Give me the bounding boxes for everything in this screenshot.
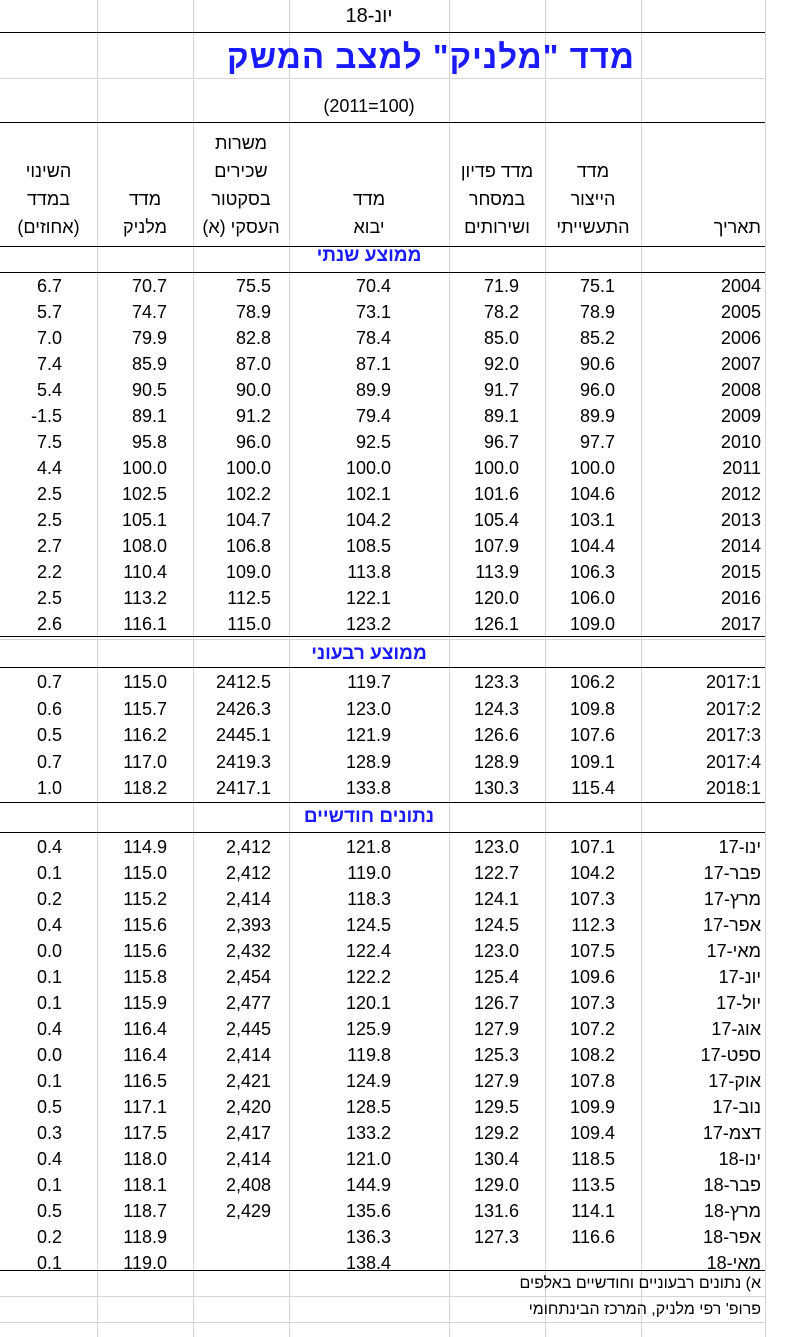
separator-line — [0, 832, 765, 833]
annual-melnick-cell: 74.7 — [131, 302, 167, 322]
separator-line — [0, 272, 765, 273]
annual-retail-cell: 96.7 — [483, 432, 519, 452]
monthly-date-cell: ספט-17 — [700, 1045, 761, 1065]
annual-change-cell: 7.5 — [36, 432, 62, 452]
annual-melnick-cell: 89.1 — [131, 406, 167, 426]
annual-industrial-cell: 106.3 — [569, 562, 615, 582]
annual-date-cell: 2004 — [720, 276, 761, 296]
monthly-melnick-cell: 116.4 — [123, 1045, 167, 1065]
monthly-change-cell: 0.4 — [36, 837, 62, 857]
monthly-change-cell: 0.0 — [36, 941, 62, 961]
monthly-imports-cell: 119.0 — [347, 863, 391, 883]
annual-melnick-cell: 95.8 — [131, 432, 167, 452]
annual-retail-cell: 100.0 — [473, 458, 519, 478]
monthly-retail-cell: 127.9 — [473, 1071, 519, 1091]
header-imports-line: מדד — [352, 189, 386, 209]
quarterly-date-cell: 2017:1 — [705, 672, 761, 692]
annual-industrial-cell: 106.0 — [569, 588, 615, 608]
quarterly-date-cell: 2017:3 — [705, 725, 761, 745]
quarterly-date-cell: 2018:1 — [705, 778, 761, 798]
monthly-date-cell: אוג-17 — [711, 1019, 761, 1039]
monthly-change-cell: 0.1 — [36, 967, 62, 987]
annual-imports-cell: 92.5 — [355, 432, 391, 452]
annual-imports-cell: 123.2 — [345, 614, 391, 634]
header-employment-line: משרות — [214, 133, 268, 153]
grid-hline — [0, 1296, 765, 1297]
monthly-employment-cell: 2,408 — [225, 1175, 271, 1195]
quarterly-imports-cell: 133.8 — [345, 778, 391, 798]
annual-change-cell: 2.5 — [36, 484, 62, 504]
monthly-industrial-cell: 109.6 — [569, 967, 615, 987]
separator-line — [0, 667, 765, 668]
separator-line — [0, 802, 765, 803]
annual-imports-cell: 78.4 — [355, 328, 391, 348]
monthly-melnick-cell: 115.8 — [123, 967, 167, 987]
quarterly-date-cell: 2017:2 — [705, 698, 761, 719]
monthly-employment-cell: 2,429 — [225, 1201, 271, 1221]
header-melnick-line: מדד — [128, 189, 162, 209]
separator-line — [0, 636, 765, 637]
annual-retail-cell: 91.7 — [483, 380, 519, 400]
monthly-employment-cell: 2,417 — [225, 1123, 271, 1143]
monthly-industrial-cell: 107.8 — [569, 1071, 615, 1091]
monthly-change-cell: 0.2 — [36, 889, 62, 909]
quarterly-employment-cell: 2412.5 — [215, 672, 271, 692]
annual-date-cell: 2013 — [720, 510, 761, 530]
monthly-retail-cell: 125.4 — [473, 967, 519, 987]
monthly-melnick-cell: 116.5 — [123, 1071, 167, 1091]
annual-retail-cell: 101.6 — [473, 484, 519, 504]
header-change-line: (אחוזים) — [17, 217, 80, 237]
monthly-change-cell: 0.1 — [36, 1071, 62, 1091]
annual-change-cell: 5.4 — [36, 380, 62, 400]
annual-imports-cell: 104.2 — [345, 510, 391, 530]
quarterly-change-cell: 0.5 — [36, 725, 62, 745]
annual-change-cell: 5.7 — [36, 302, 62, 322]
monthly-industrial-cell: 109.9 — [569, 1097, 615, 1117]
monthly-industrial-cell: 107.3 — [569, 993, 615, 1013]
annual-employment-cell: 82.8 — [235, 328, 271, 348]
monthly-industrial-cell: 107.5 — [569, 941, 615, 961]
monthly-melnick-cell: 115.9 — [123, 993, 167, 1013]
monthly-imports-cell: 138.4 — [345, 1253, 391, 1273]
annual-retail-cell: 120.0 — [473, 588, 519, 608]
monthly-industrial-cell: 108.2 — [569, 1045, 615, 1065]
monthly-retail-cell: 126.7 — [473, 993, 519, 1013]
annual-employment-cell: 100.0 — [225, 458, 271, 478]
annual-imports-cell: 70.4 — [355, 276, 391, 296]
quarterly-date-cell: 2017:4 — [705, 751, 761, 772]
monthly-change-cell: 0.5 — [36, 1201, 62, 1221]
header-industrial-line: מדד — [576, 161, 610, 181]
monthly-melnick-cell: 119.0 — [123, 1253, 167, 1273]
monthly-change-cell: 0.1 — [36, 863, 62, 883]
quarterly-employment-cell: 2419.3 — [215, 751, 271, 772]
annual-melnick-cell: 113.2 — [123, 588, 167, 608]
page-title: מדד "מלניק" למצב המשק — [227, 38, 635, 75]
monthly-retail-cell: 125.3 — [473, 1045, 519, 1065]
quarterly-industrial-cell: 107.6 — [569, 725, 615, 745]
header-change-line: השינוי — [25, 161, 72, 181]
annual-industrial-cell: 96.0 — [579, 380, 615, 400]
monthly-employment-cell: 2,393 — [225, 915, 271, 935]
monthly-imports-cell: 121.0 — [345, 1149, 391, 1169]
annual-change-cell: 6.7 — [36, 276, 62, 296]
monthly-industrial-cell: 107.1 — [569, 837, 615, 857]
monthly-melnick-cell: 115.6 — [123, 941, 167, 961]
annual-date-cell: 2009 — [720, 406, 761, 426]
monthly-retail-cell: 127.3 — [473, 1227, 519, 1247]
monthly-retail-cell: 129.0 — [473, 1175, 519, 1195]
quarterly-employment-cell: 2417.1 — [215, 778, 271, 798]
monthly-date-cell: פבר-17 — [703, 863, 761, 883]
annual-imports-cell: 73.1 — [355, 302, 391, 322]
annual-employment-cell: 112.5 — [227, 588, 271, 608]
monthly-change-cell: 0.1 — [36, 993, 62, 1013]
annual-change-cell: -1.5 — [30, 406, 62, 426]
annual-industrial-cell: 97.7 — [579, 432, 615, 452]
separator-line — [0, 122, 765, 123]
annual-date-cell: 2005 — [720, 302, 761, 322]
annual-melnick-cell: 102.5 — [121, 484, 167, 504]
monthly-industrial-cell: 107.3 — [569, 889, 615, 909]
monthly-retail-cell: 123.0 — [473, 941, 519, 961]
monthly-melnick-cell: 117.1 — [123, 1097, 167, 1117]
monthly-date-cell: נוב-17 — [712, 1097, 761, 1117]
annual-melnick-cell: 108.0 — [121, 536, 167, 556]
annual-industrial-cell: 104.6 — [569, 484, 615, 504]
header-retail-line: מדד פדיון — [460, 161, 534, 181]
quarterly-retail-cell: 123.3 — [473, 672, 519, 692]
quarterly-retail-cell: 130.3 — [473, 778, 519, 798]
monthly-date-cell: יול-17 — [716, 993, 761, 1013]
monthly-date-cell: מרץ-17 — [703, 889, 761, 909]
monthly-imports-cell: 124.5 — [345, 915, 391, 935]
monthly-change-cell: 0.5 — [36, 1097, 62, 1117]
monthly-melnick-cell: 118.7 — [123, 1201, 167, 1221]
annual-employment-cell: 96.0 — [235, 432, 271, 452]
monthly-date-cell: פבר-18 — [703, 1175, 761, 1195]
header-employment-line: שכירים — [214, 161, 268, 181]
annual-date-cell: 2011 — [722, 458, 761, 478]
annual-date-cell: 2007 — [720, 354, 761, 374]
monthly-change-cell: 0.4 — [36, 1149, 62, 1169]
monthly-imports-cell: 135.6 — [345, 1201, 391, 1221]
annual-imports-cell: 122.1 — [345, 588, 391, 608]
monthly-melnick-cell: 115.6 — [123, 915, 167, 935]
monthly-change-cell: 0.4 — [36, 915, 62, 935]
quarterly-retail-cell: 126.6 — [473, 725, 519, 745]
quarterly-change-cell: 0.7 — [36, 751, 62, 772]
annual-melnick-cell: 90.5 — [131, 380, 167, 400]
annual-change-cell: 2.6 — [36, 614, 62, 634]
section-monthly: נתונים חודשיים — [303, 806, 435, 827]
annual-melnick-cell: 110.4 — [123, 562, 167, 582]
grid-hline — [0, 78, 765, 79]
monthly-employment-cell: 2,432 — [225, 941, 271, 961]
monthly-imports-cell: 121.8 — [345, 837, 391, 857]
grid-hline — [0, 639, 765, 640]
annual-change-cell: 2.7 — [36, 536, 62, 556]
monthly-employment-cell: 2,420 — [225, 1097, 271, 1117]
annual-retail-cell: 85.0 — [483, 328, 519, 348]
annual-melnick-cell: 105.1 — [121, 510, 167, 530]
quarterly-change-cell: 0.6 — [36, 698, 62, 719]
annual-imports-cell: 108.5 — [345, 536, 391, 556]
monthly-date-cell: יונ-17 — [718, 967, 761, 987]
monthly-imports-cell: 122.4 — [345, 941, 391, 961]
annual-retail-cell: 71.9 — [483, 276, 519, 296]
monthly-date-cell: אפר-18 — [703, 1227, 761, 1247]
annual-retail-cell: 107.9 — [473, 536, 519, 556]
annual-retail-cell: 89.1 — [483, 406, 519, 426]
annual-date-cell: 2014 — [720, 536, 761, 556]
section-quarterly: ממוצע רבעוני — [311, 643, 427, 664]
quarterly-melnick-cell: 118.2 — [123, 778, 167, 798]
monthly-employment-cell: 2,414 — [225, 889, 271, 909]
monthly-employment-cell: 2,421 — [225, 1071, 271, 1091]
header-retail-line: במסחר — [468, 189, 526, 209]
footnote-source: פרופ' רפי מלניק, המרכז הבינתחומי — [528, 1301, 761, 1318]
annual-employment-cell: 75.5 — [235, 276, 271, 296]
monthly-change-cell: 0.3 — [36, 1123, 62, 1143]
quarterly-melnick-cell: 115.0 — [123, 672, 167, 692]
monthly-melnick-cell: 118.0 — [123, 1149, 167, 1169]
annual-employment-cell: 91.2 — [235, 406, 271, 426]
annual-imports-cell: 102.1 — [345, 484, 391, 504]
annual-date-cell: 2008 — [720, 380, 761, 400]
quarterly-change-cell: 1.0 — [36, 778, 62, 798]
monthly-imports-cell: 120.1 — [345, 993, 391, 1013]
annual-melnick-cell: 85.9 — [131, 354, 167, 374]
monthly-date-cell: מרץ-18 — [703, 1201, 761, 1221]
quarterly-imports-cell: 128.9 — [345, 751, 391, 772]
annual-retail-cell: 113.9 — [475, 562, 519, 582]
monthly-retail-cell: 123.0 — [473, 837, 519, 857]
annual-date-cell: 2010 — [720, 432, 761, 452]
annual-imports-cell: 89.9 — [355, 380, 391, 400]
monthly-industrial-cell: 114.1 — [571, 1201, 615, 1221]
annual-employment-cell: 90.0 — [235, 380, 271, 400]
monthly-melnick-cell: 118.9 — [123, 1227, 167, 1247]
annual-change-cell: 2.5 — [36, 510, 62, 530]
header-industrial-line: התעשייתי — [556, 217, 630, 237]
quarterly-imports-cell: 123.0 — [345, 698, 391, 719]
quarterly-melnick-cell: 117.0 — [123, 751, 167, 772]
quarterly-melnick-cell: 115.7 — [123, 698, 167, 719]
monthly-change-cell: 0.1 — [36, 1175, 62, 1195]
header-melnick-line: מלניק — [122, 217, 168, 237]
monthly-date-cell: ינו-18 — [718, 1149, 761, 1169]
annual-employment-cell: 87.0 — [235, 354, 271, 374]
annual-industrial-cell: 103.1 — [569, 510, 615, 530]
monthly-imports-cell: 124.9 — [345, 1071, 391, 1091]
monthly-employment-cell: 2,414 — [225, 1149, 271, 1169]
monthly-retail-cell: 124.5 — [473, 915, 519, 935]
base-year-note: (2011=100) — [323, 96, 415, 116]
separator-line — [0, 32, 765, 33]
annual-industrial-cell: 75.1 — [579, 276, 615, 296]
annual-change-cell: 2.2 — [36, 562, 62, 582]
monthly-employment-cell: 2,454 — [225, 967, 271, 987]
monthly-melnick-cell: 114.9 — [123, 837, 167, 857]
monthly-change-cell: 0.0 — [36, 1045, 62, 1065]
annual-retail-cell: 92.0 — [483, 354, 519, 374]
annual-retail-cell: 78.2 — [483, 302, 519, 322]
monthly-industrial-cell: 109.4 — [569, 1123, 615, 1143]
annual-change-cell: 4.4 — [36, 458, 62, 478]
monthly-employment-cell: 2,412 — [225, 863, 271, 883]
annual-change-cell: 2.5 — [36, 588, 62, 608]
annual-industrial-cell: 89.9 — [579, 406, 615, 426]
annual-date-cell: 2006 — [720, 328, 761, 348]
monthly-industrial-cell: 107.2 — [569, 1019, 615, 1039]
monthly-date-cell: מאי-17 — [706, 941, 761, 961]
monthly-melnick-cell: 115.0 — [123, 863, 167, 883]
grid-hline — [0, 1322, 765, 1323]
monthly-change-cell: 0.1 — [36, 1253, 62, 1273]
monthly-melnick-cell: 115.2 — [123, 889, 167, 909]
annual-change-cell: 7.4 — [36, 354, 62, 374]
monthly-industrial-cell: 118.5 — [571, 1149, 615, 1169]
header-date-line: תאריך — [713, 217, 761, 237]
monthly-industrial-cell: 113.5 — [571, 1175, 615, 1195]
annual-industrial-cell: 90.6 — [579, 354, 615, 374]
header-retail-line: ושירותים — [464, 217, 530, 237]
quarterly-industrial-cell: 109.8 — [569, 698, 615, 719]
annual-industrial-cell: 109.0 — [569, 614, 615, 634]
quarterly-change-cell: 0.7 — [36, 672, 62, 692]
monthly-employment-cell: 2,445 — [225, 1019, 271, 1039]
annual-date-cell: 2015 — [720, 562, 761, 582]
monthly-imports-cell: 119.8 — [347, 1045, 391, 1065]
annual-industrial-cell: 100.0 — [569, 458, 615, 478]
quarterly-retail-cell: 128.9 — [473, 751, 519, 772]
monthly-melnick-cell: 116.4 — [123, 1019, 167, 1039]
quarterly-industrial-cell: 109.1 — [569, 751, 615, 772]
annual-retail-cell: 126.1 — [473, 614, 519, 634]
monthly-date-cell: אוק-17 — [708, 1071, 761, 1091]
header-imports-line: יבוא — [353, 217, 385, 237]
monthly-change-cell: 0.2 — [36, 1227, 62, 1247]
monthly-industrial-cell: 116.6 — [571, 1227, 615, 1247]
monthly-melnick-cell: 117.5 — [123, 1123, 167, 1143]
monthly-retail-cell: 130.4 — [473, 1149, 519, 1169]
annual-industrial-cell: 78.9 — [579, 302, 615, 322]
monthly-retail-cell: 129.5 — [473, 1097, 519, 1117]
monthly-imports-cell: 144.9 — [345, 1175, 391, 1195]
monthly-industrial-cell: 104.2 — [569, 863, 615, 883]
quarterly-industrial-cell: 106.2 — [569, 672, 615, 692]
annual-change-cell: 7.0 — [36, 328, 62, 348]
annual-date-cell: 2012 — [720, 484, 761, 504]
annual-employment-cell: 106.8 — [225, 536, 271, 556]
monthly-melnick-cell: 118.1 — [123, 1175, 167, 1195]
monthly-retail-cell: 127.9 — [473, 1019, 519, 1039]
annual-melnick-cell: 116.1 — [123, 614, 167, 634]
annual-retail-cell: 105.4 — [473, 510, 519, 530]
report-month: יונ-18 — [345, 5, 393, 27]
quarterly-employment-cell: 2426.3 — [215, 698, 271, 719]
monthly-imports-cell: 122.2 — [345, 967, 391, 987]
monthly-retail-cell: 124.1 — [473, 889, 519, 909]
header-employment-line: העסקי (א) — [202, 217, 280, 237]
monthly-imports-cell: 136.3 — [345, 1227, 391, 1247]
annual-melnick-cell: 70.7 — [131, 276, 167, 296]
monthly-retail-cell: 129.2 — [473, 1123, 519, 1143]
quarterly-imports-cell: 119.7 — [347, 672, 391, 692]
quarterly-employment-cell: 2445.1 — [215, 725, 271, 745]
header-change-line: במדד — [26, 189, 71, 209]
quarterly-melnick-cell: 116.2 — [123, 725, 167, 745]
monthly-industrial-cell: 112.3 — [571, 915, 615, 935]
annual-industrial-cell: 85.2 — [579, 328, 615, 348]
monthly-date-cell: מאי-18 — [706, 1253, 761, 1273]
monthly-date-cell: ינו-17 — [718, 837, 761, 857]
annual-imports-cell: 87.1 — [355, 354, 391, 374]
grid-vline — [765, 0, 766, 1337]
monthly-employment-cell: 2,414 — [225, 1045, 271, 1065]
monthly-imports-cell: 118.3 — [347, 889, 391, 909]
annual-imports-cell: 79.4 — [355, 406, 391, 426]
annual-imports-cell: 113.8 — [347, 562, 391, 582]
monthly-date-cell: דצמ-17 — [702, 1123, 761, 1143]
monthly-imports-cell: 128.5 — [345, 1097, 391, 1117]
annual-melnick-cell: 79.9 — [131, 328, 167, 348]
monthly-imports-cell: 133.2 — [345, 1123, 391, 1143]
section-annual: ממוצע שנתי — [316, 245, 422, 266]
annual-imports-cell: 100.0 — [345, 458, 391, 478]
annual-date-cell: 2017 — [720, 614, 761, 634]
monthly-employment-cell: 2,477 — [225, 993, 271, 1013]
annual-employment-cell: 104.7 — [225, 510, 271, 530]
footnote-units: א) נתונים רבעוניים וחודשיים באלפים — [519, 1275, 761, 1292]
quarterly-retail-cell: 124.3 — [473, 698, 519, 719]
header-employment-line: בסקטור — [211, 189, 271, 209]
monthly-date-cell: אפר-17 — [703, 915, 761, 935]
quarterly-industrial-cell: 115.4 — [571, 778, 615, 798]
monthly-retail-cell: 131.6 — [473, 1201, 519, 1221]
annual-employment-cell: 115.0 — [227, 614, 271, 634]
annual-melnick-cell: 100.0 — [121, 458, 167, 478]
annual-employment-cell: 109.0 — [225, 562, 271, 582]
header-industrial-line: הייצור — [570, 189, 616, 209]
monthly-imports-cell: 125.9 — [345, 1019, 391, 1039]
annual-employment-cell: 78.9 — [235, 302, 271, 322]
monthly-employment-cell: 2,412 — [225, 837, 271, 857]
annual-date-cell: 2016 — [720, 588, 761, 608]
quarterly-imports-cell: 121.9 — [345, 725, 391, 745]
annual-industrial-cell: 104.4 — [569, 536, 615, 556]
monthly-change-cell: 0.4 — [36, 1019, 62, 1039]
monthly-retail-cell: 122.7 — [473, 863, 519, 883]
annual-employment-cell: 102.2 — [225, 484, 271, 504]
